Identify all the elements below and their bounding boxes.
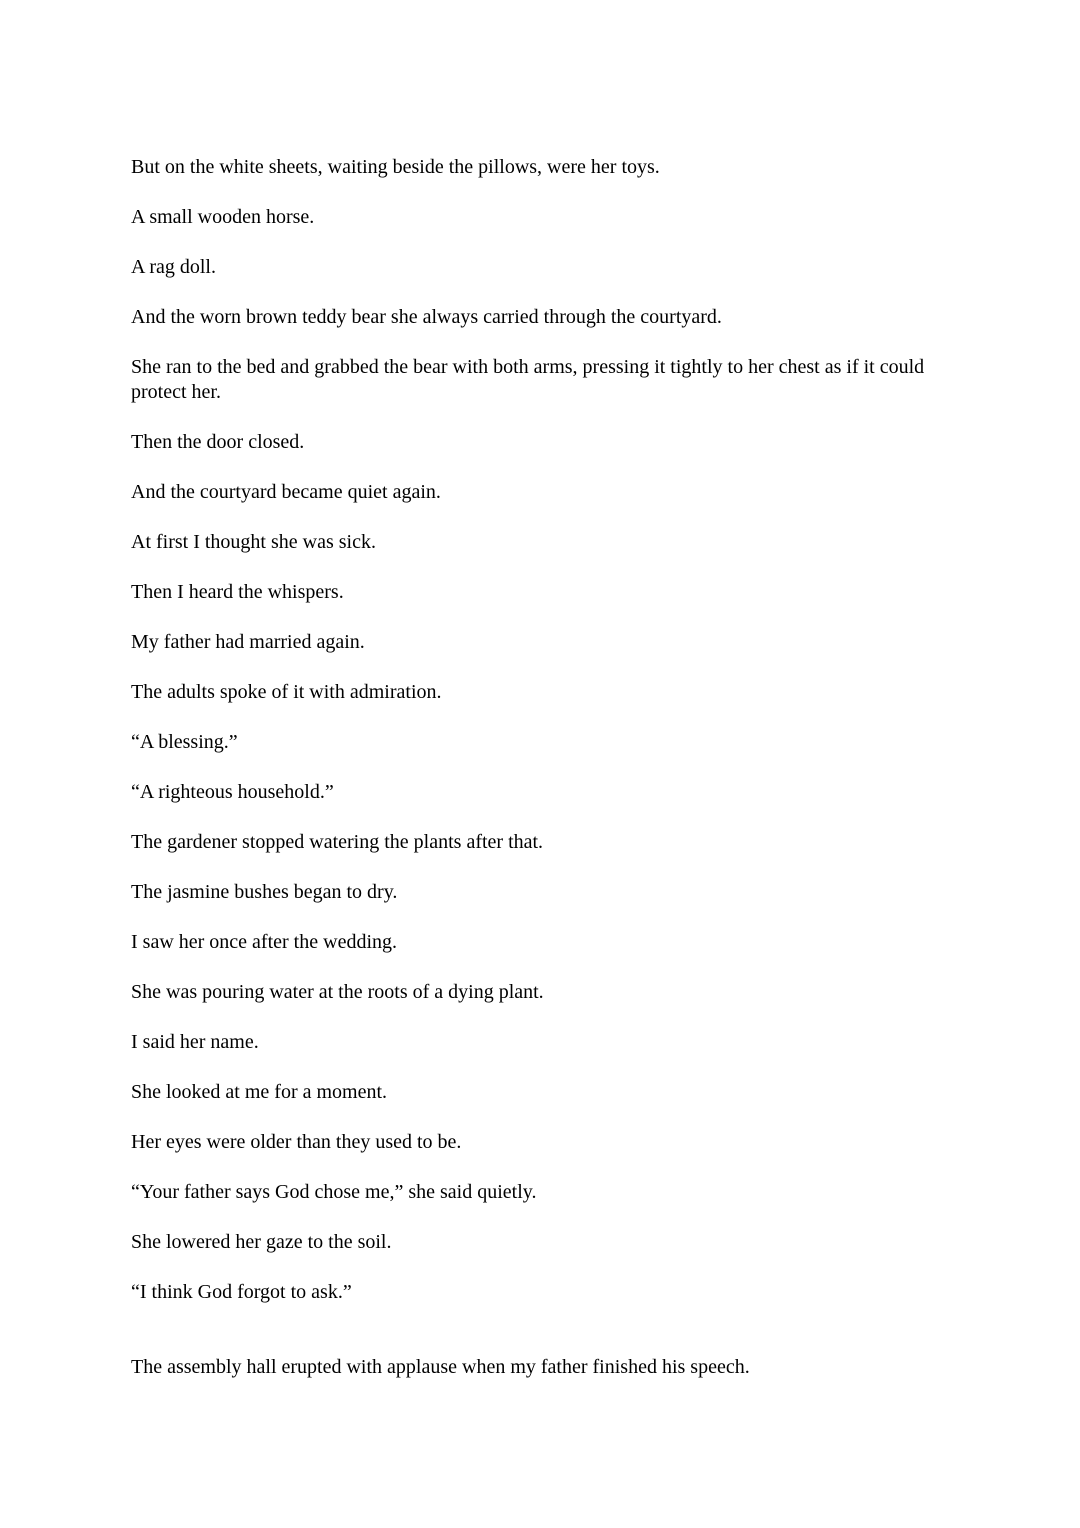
paragraph: Her eyes were older than they used to be. [131,1131,462,1153]
paragraph: She ran to the bed and grabbed the bear with both arms, pressing it tightly to her chest as if it could protect her. [131,356,925,403]
paragraph: A small wooden horse. [131,206,315,228]
paragraph: My father had married again. [131,631,365,653]
paragraph: “A blessing.” [131,731,238,753]
paragraph: I saw her once after the wedding. [131,931,397,953]
paragraph: The adults spoke of it with admiration. [131,681,442,703]
body-text [131,155,951,1405]
paragraph: “A righteous household.” [131,781,334,803]
paragraph: Then the door closed. [131,431,305,453]
paragraph: I said her name. [131,1031,259,1053]
paragraph: The gardener stopped watering the plants after that. [131,831,544,853]
paragraph: Then I heard the whispers. [131,581,344,603]
paragraph: “Your father says God chose me,” she said quietly. [131,1181,537,1203]
paragraph: But on the white sheets, waiting beside the pillows, were her toys. [131,156,660,178]
paragraph: And the courtyard became quiet again. [131,481,441,503]
paragraph: At first I thought she was sick. [131,531,376,553]
paragraph: A rag doll. [131,256,216,278]
paragraph: She lowered her gaze to the soil. [131,1231,392,1253]
paragraph: The assembly hall erupted with applause when my father finished his speech. [131,1356,750,1378]
paragraph: She looked at me for a moment. [131,1081,388,1103]
paragraph: The jasmine bushes began to dry. [131,881,398,903]
paragraph: She was pouring water at the roots of a dying plant. [131,981,544,1003]
paragraph: And the worn brown teddy bear she always carried through the courtyard. [131,306,722,328]
paragraph: “I think God forgot to ask.” [131,1281,352,1303]
